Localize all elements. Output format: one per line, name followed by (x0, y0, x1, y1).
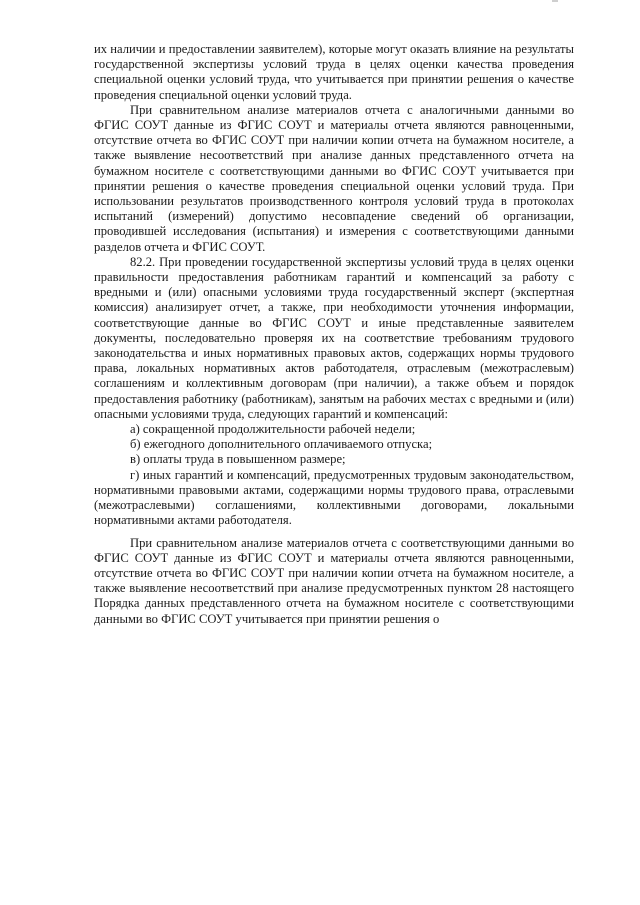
document-body (94, 42, 574, 627)
list-item-d: г) иных гарантий и компенсаций, предусмотренных трудовым законодательством, нормативными правовыми актами, содержащими нормы трудового права, отраслевыми (межотраслевыми) соглашениями, коллективными договорами, локальными нормативными актами работодателя. (94, 467, 574, 528)
paragraph-comparative-analysis-2: При сравнительном анализе материалов отчета с соответствующими данными во ФГИС СОУТ данные из ФГИС СОУТ и материалы отчета являются равноценными, отсутствие отчета во ФГИС СОУТ при наличии копии отчета на бумажном носителе, а также выявление несоответствий при анализе предусмотренных пунктом 28 настоящего Порядка данных представленного отчета на бумажном носителе с соответствующими данными во ФГИС СОУТ учитывается при принятии решения о (94, 535, 574, 626)
paragraph-82-2: 82.2. При проведении государственной экспертизы условий труда в целях оценки правильности предоставления работникам гарантий и компенсаций за работу с вредными и (или) опасными условиями труда государственный эксперт (экспертная комиссия) анализирует отчет, а также, при необходимости уточнения информации, соответствующие данные во ФГИС СОУТ и иные представленные заявителем документы, последовательно проверяя их на соответствие требованиям трудового законодательства и иных нормативных правовых актов, содержащих нормы трудового права, локальных нормативных актов работодателя, отраслевым (межотраслевым) соглашениям и коллективным договорам (при наличии), а также объем и порядок предоставления работнику (работникам), занятым на рабочих местах с вредными и (или) опасными условиями труда, следующих гарантий и компенсаций: (94, 254, 574, 421)
scan-mark (552, 0, 558, 2)
paragraph-gap (94, 529, 574, 536)
list-item-a: а) сокращенной продолжительности рабочей недели; (130, 422, 416, 437)
paragraph-comparative-analysis: При сравнительном анализе материалов отчета с аналогичными данными во ФГИС СОУТ данные из ФГИС СОУТ и материалы отчета являются равноценными, отсутствие отчета во ФГИС СОУТ при наличии копии отчета на бумажном носителе, а также выявление несоответствий при анализе данных представленного отчета на бумажном носителе с соответствующими данными во ФГИС СОУТ учитывается при принятии решения о качестве проведения специальной оценки условий труда. При использовании результатов производственного контроля условий труда в протоколах испытаний (измерений) допустимо несовпадение сведений об организации, проводившей исследования (испытания) и измерения с соответствующими данными разделов отчета и ФГИС СОУТ. (94, 102, 574, 254)
list-item-c: в) оплаты труда в повышенном размере; (130, 452, 346, 467)
paragraph-continuation: их наличии и предоставлении заявителем), которые могут оказать влияние на результаты государственной экспертизы условий труда в целях оценки качества проведения специальной оценки условий труда, что учитывается при принятии решения о качестве проведения специальной оценки условий труда. (94, 42, 574, 102)
list-item-b: б) ежегодного дополнительного оплачиваемого отпуска; (130, 437, 433, 452)
